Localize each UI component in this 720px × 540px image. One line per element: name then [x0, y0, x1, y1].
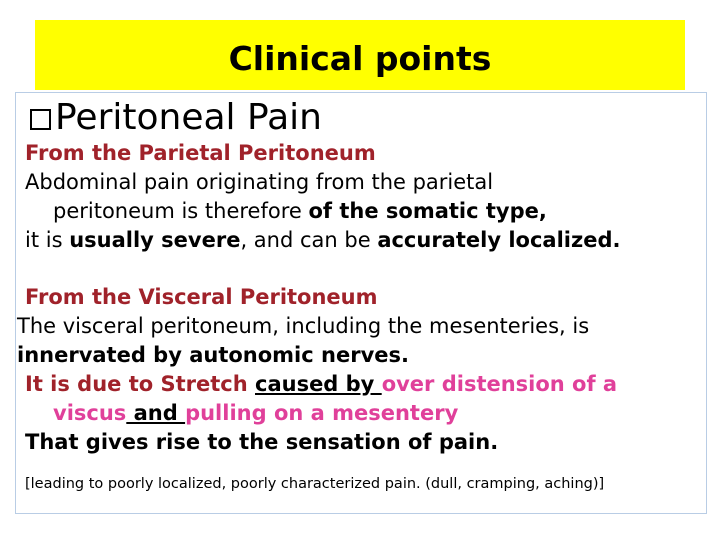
- title-banner: [35, 20, 685, 90]
- section-heading: [30, 97, 322, 138]
- text-run: and: [126, 401, 186, 425]
- page-title: Clinical points: [228, 38, 492, 78]
- visceral-line-4: [53, 401, 458, 425]
- heading-text: Peritoneal Pain: [55, 97, 322, 138]
- parietal-line-3: [25, 228, 620, 252]
- text-run: over distension of a: [381, 372, 618, 396]
- checkbox-bullet-icon: [30, 109, 51, 130]
- visceral-line-3: [25, 372, 617, 396]
- parietal-line-2: [53, 199, 547, 223]
- parietal-line-1: Abdominal pain originating from the parietal: [25, 170, 494, 194]
- text-run: , and can be: [240, 228, 378, 252]
- footnote: [leading to poorly localized, poorly characterized pain. (dull, cramping, aching)]: [25, 476, 605, 492]
- parietal-heading: From the Parietal Peritoneum: [25, 141, 376, 165]
- text-run: it is: [25, 228, 70, 252]
- visceral-heading: From the Visceral Peritoneum: [25, 285, 378, 309]
- visceral-line-1: The visceral peritoneum, including the mesenteries, is: [17, 314, 590, 338]
- text-run: usually severe: [69, 228, 241, 252]
- text-run: caused by: [255, 372, 382, 396]
- text-run: pulling on a mesentery: [185, 401, 459, 425]
- text-run: peritoneum is therefore: [53, 199, 309, 223]
- text-run: accurately localized.: [377, 228, 621, 252]
- text-run: It is due to Stretch: [25, 372, 255, 396]
- text-run: of the somatic type,: [308, 199, 547, 223]
- visceral-line-5: That gives rise to the sensation of pain.: [25, 430, 499, 454]
- visceral-line-2: innervated by autonomic nerves.: [17, 343, 409, 367]
- text-run: viscus: [53, 401, 127, 425]
